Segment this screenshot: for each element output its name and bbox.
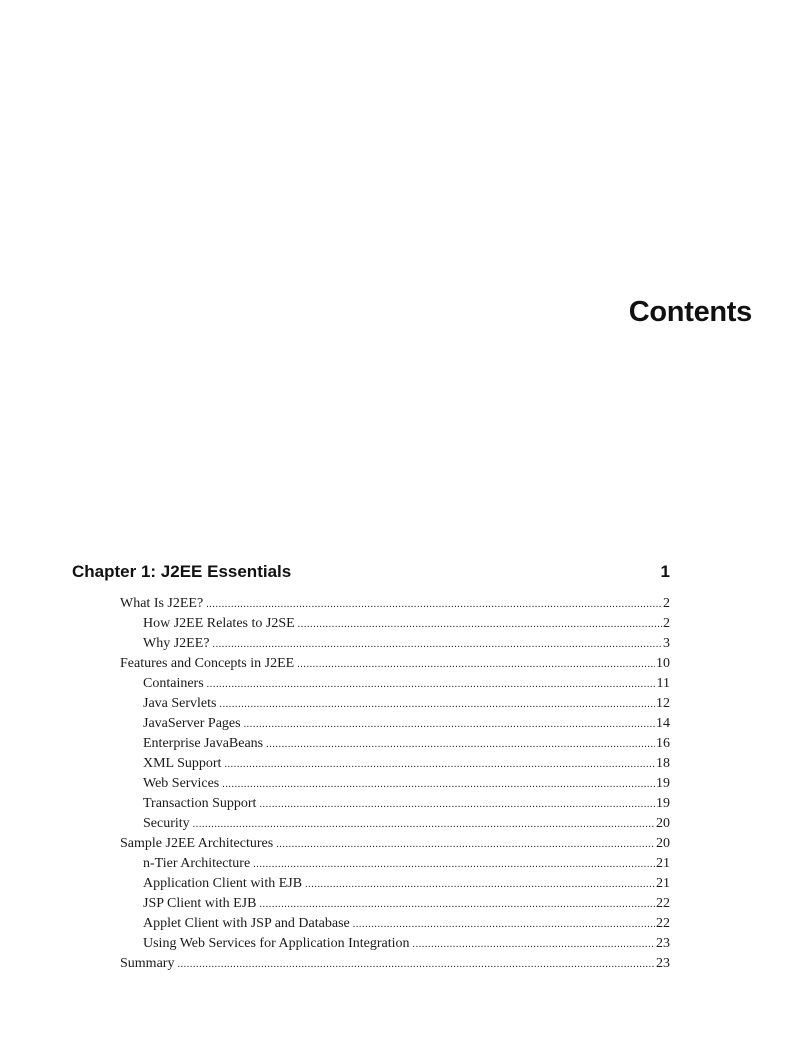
toc-entry-title: Enterprise JavaBeans (143, 736, 264, 751)
toc-entry-page: 14 (656, 716, 670, 731)
dot-leader (206, 595, 662, 615)
dot-leader (353, 915, 655, 935)
toc-entry-page: 23 (656, 956, 670, 971)
toc-entry-page: 22 (656, 916, 670, 931)
dot-leader (305, 875, 655, 895)
toc-entry (120, 674, 670, 694)
toc-entry (120, 754, 670, 774)
toc-entry-page: 20 (656, 816, 670, 831)
toc-entry (120, 654, 670, 674)
toc-entry-page: 3 (663, 636, 670, 651)
dot-leader (219, 695, 655, 715)
toc-entry (120, 794, 670, 814)
toc-entry-page: 11 (656, 676, 670, 691)
toc-entry (120, 774, 670, 794)
dot-leader (253, 855, 655, 875)
dot-leader (276, 835, 655, 855)
toc-entry-title: Java Servlets (143, 696, 217, 711)
toc-entry-title: n-Tier Architecture (143, 856, 251, 871)
toc-entry-title: Why J2EE? (143, 636, 210, 651)
toc-entry-title: How J2EE Relates to J2SE (143, 616, 295, 631)
toc-entry (120, 734, 670, 754)
toc-entry-title: Using Web Services for Application Integration (143, 936, 410, 951)
toc-entry-title: Web Services (143, 776, 220, 791)
toc-entry-title: Application Client with EJB (143, 876, 303, 891)
toc-entry (120, 954, 670, 974)
toc-entry-page: 16 (656, 736, 670, 751)
dot-leader (413, 935, 656, 955)
toc-entry-page: 10 (656, 656, 670, 671)
dot-leader (207, 675, 656, 695)
toc-entry-page: 22 (656, 896, 670, 911)
toc-entry-title: Features and Concepts in J2EE (120, 656, 295, 671)
toc-entry-page: 21 (656, 856, 670, 871)
toc-entry (120, 694, 670, 714)
toc-entry-title: Transaction Support (143, 796, 257, 811)
toc-entry-page: 12 (656, 696, 670, 711)
dot-leader (193, 815, 655, 835)
toc-entry (120, 614, 670, 634)
toc-entry-page: 23 (656, 936, 670, 951)
toc-entry-page: 19 (656, 776, 670, 791)
toc-entry (120, 714, 670, 734)
dot-leader (212, 635, 662, 655)
toc-entry (120, 894, 670, 914)
toc-entry-page: 18 (656, 756, 670, 771)
dot-leader (224, 755, 655, 775)
chapter-heading (72, 562, 670, 582)
toc-entry (120, 634, 670, 654)
toc-entry (120, 874, 670, 894)
toc-entry-title: Containers (143, 676, 204, 691)
dot-leader (244, 715, 655, 735)
toc-entry-title: Applet Client with JSP and Database (143, 916, 350, 931)
dot-leader (259, 895, 655, 915)
chapter-page-number: 1 (660, 562, 670, 581)
toc-entry-title: Security (143, 816, 190, 831)
toc-entry-page: 19 (656, 796, 670, 811)
toc-entry-title: JavaServer Pages (143, 716, 241, 731)
toc-entry (120, 854, 670, 874)
page-title: Contents (628, 296, 752, 328)
toc-entry (120, 814, 670, 834)
toc-entry (120, 934, 670, 954)
dot-leader (259, 795, 655, 815)
table-of-contents (120, 594, 670, 974)
toc-entry-page: 21 (656, 876, 670, 891)
toc-entry-page: 2 (663, 596, 670, 611)
toc-entry (120, 914, 670, 934)
toc-entry-title: JSP Client with EJB (143, 896, 257, 911)
toc-entry-title: Sample J2EE Architectures (120, 836, 274, 851)
toc-entry-page: 2 (663, 616, 670, 631)
dot-leader (222, 775, 655, 795)
chapter-title: Chapter 1: J2EE Essentials (72, 562, 292, 581)
toc-entry (120, 594, 670, 614)
toc-entry-title: XML Support (143, 756, 222, 771)
dot-leader (266, 735, 655, 755)
dot-leader (177, 955, 655, 975)
dot-leader (298, 615, 662, 635)
toc-entry-page: 20 (656, 836, 670, 851)
dot-leader (297, 655, 655, 675)
toc-entry-title: What Is J2EE? (120, 596, 204, 611)
toc-entry-title: Summary (120, 956, 175, 971)
toc-entry (120, 834, 670, 854)
